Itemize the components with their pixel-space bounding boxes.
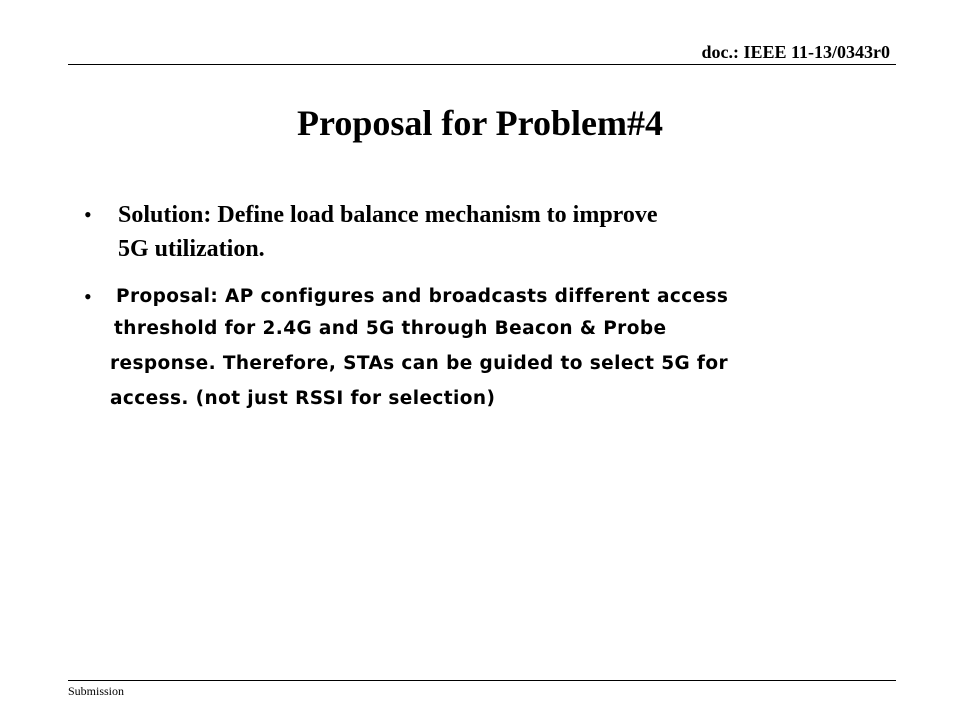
slide-title: Proposal for Problem#4 — [297, 103, 663, 143]
footer-label: Submission — [68, 684, 125, 698]
header-divider — [68, 64, 896, 65]
document-id: doc.: IEEE 11-13/0343r0 — [701, 42, 890, 62]
bullet-line: Proposal: AP configures and broadcasts different access — [116, 286, 729, 307]
footer-divider — [68, 680, 896, 681]
bullet-marker: • — [84, 202, 92, 227]
bullet-line: Solution: Define load balance mechanism to improve — [118, 202, 658, 228]
bullet-solution — [118, 198, 658, 266]
bullet-line: access. (not just RSSI for selection) — [110, 388, 496, 409]
bullet-line: 5G utilization. — [118, 236, 265, 262]
bullet-marker: • — [84, 284, 92, 309]
bullet-line: threshold for 2.4G and 5G through Beacon & Probe — [114, 318, 667, 339]
bullet-line: response. Therefore, STAs can be guided to select 5G for — [110, 353, 729, 374]
